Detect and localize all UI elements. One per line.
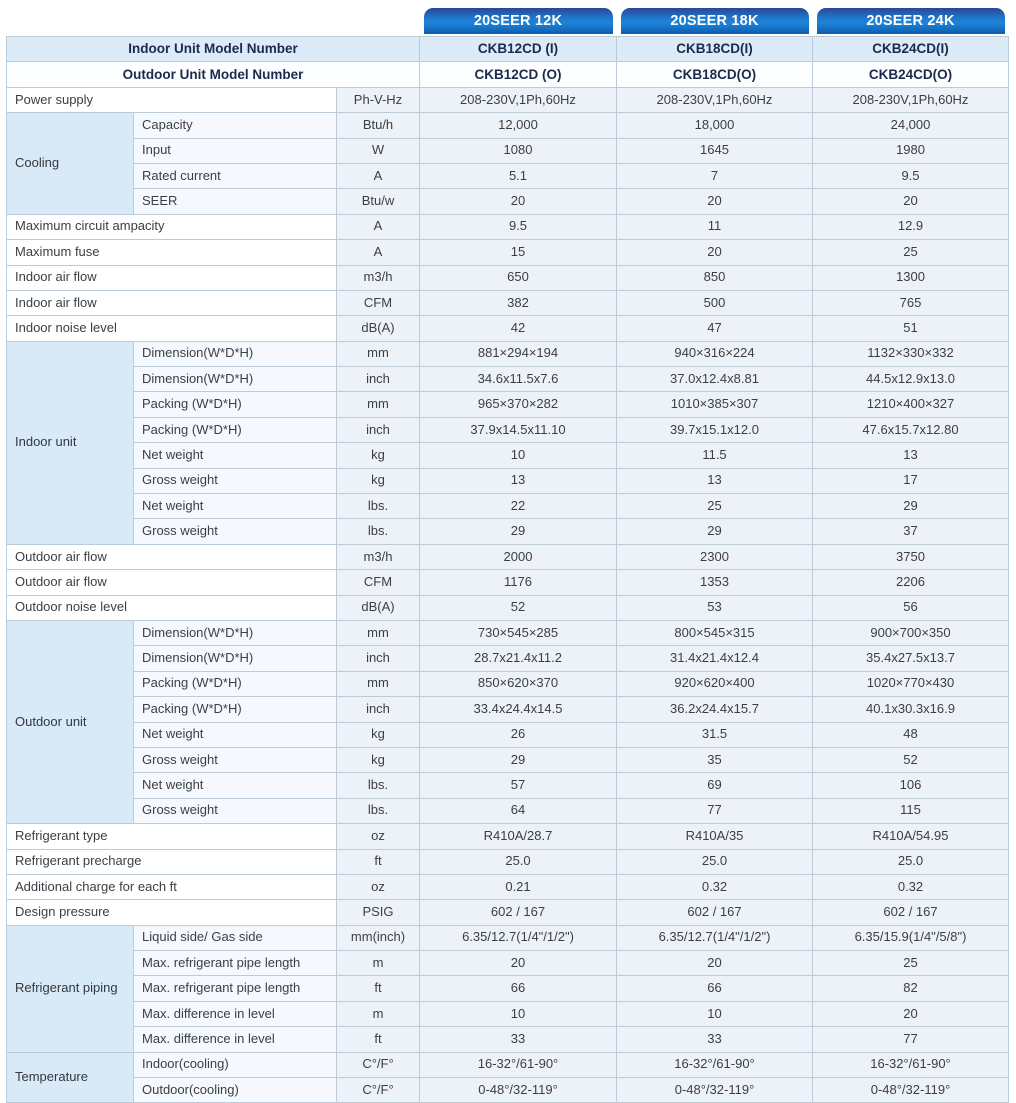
value-cell: 24,000: [813, 113, 1009, 138]
unit-cell: mm: [337, 392, 420, 417]
row-label: Packing (W*D*H): [134, 417, 337, 442]
value-cell: 11: [617, 214, 813, 239]
unit-cell: C°/F°: [337, 1078, 420, 1103]
spec-row: [7, 874, 1009, 899]
spec-row: [7, 265, 1009, 290]
product-tab-cell: [420, 8, 617, 37]
group-label: Temperature: [7, 1052, 134, 1103]
value-cell: 965×370×282: [420, 392, 617, 417]
unit-cell: ft: [337, 976, 420, 1001]
row-label: Indoor(cooling): [134, 1052, 337, 1077]
row-label: Packing (W*D*H): [134, 392, 337, 417]
value-cell: 765: [813, 290, 1009, 315]
row-label: Indoor air flow: [7, 265, 337, 290]
value-cell: 52: [420, 595, 617, 620]
value-cell: 1353: [617, 570, 813, 595]
row-label: Dimension(W*D*H): [134, 620, 337, 645]
unit-cell: m: [337, 1001, 420, 1026]
value-cell: 22: [420, 494, 617, 519]
spec-row: [7, 976, 1009, 1001]
spec-row: [7, 367, 1009, 392]
value-cell: 37: [813, 519, 1009, 544]
spec-row: [7, 163, 1009, 188]
value-cell: 53: [617, 595, 813, 620]
spec-row: [7, 189, 1009, 214]
unit-cell: lbs.: [337, 519, 420, 544]
spec-row: [7, 849, 1009, 874]
unit-cell: Ph-V-Hz: [337, 87, 420, 112]
row-label: Rated current: [134, 163, 337, 188]
value-cell: 40.1x30.3x16.9: [813, 697, 1009, 722]
spec-row: [7, 900, 1009, 925]
unit-cell: dB(A): [337, 316, 420, 341]
value-cell: 1080: [420, 138, 617, 163]
spec-row: [7, 519, 1009, 544]
spec-table: [6, 8, 1009, 1103]
row-label: Max. difference in level: [134, 1027, 337, 1052]
spec-row: [7, 468, 1009, 493]
spec-row: [7, 417, 1009, 442]
row-label: Gross weight: [134, 747, 337, 772]
model-row: [7, 62, 1009, 87]
value-cell: 382: [420, 290, 617, 315]
spec-row: [7, 443, 1009, 468]
row-label: Outdoor air flow: [7, 570, 337, 595]
spec-row: [7, 290, 1009, 315]
tab-row-spacer: [7, 8, 420, 37]
value-cell: 66: [617, 976, 813, 1001]
value-cell: 35: [617, 747, 813, 772]
value-cell: 16-32°/61-90°: [420, 1052, 617, 1077]
value-cell: 15: [420, 240, 617, 265]
unit-cell: m3/h: [337, 265, 420, 290]
unit-cell: m3/h: [337, 544, 420, 569]
value-cell: 20: [617, 240, 813, 265]
row-label: Max. refrigerant pipe length: [134, 951, 337, 976]
unit-cell: ft: [337, 1027, 420, 1052]
value-cell: 2000: [420, 544, 617, 569]
spec-row: [7, 87, 1009, 112]
value-cell: 6.35/12.7(1/4"/1/2"): [617, 925, 813, 950]
value-cell: 20: [420, 189, 617, 214]
row-label: Dimension(W*D*H): [134, 367, 337, 392]
row-label: Maximum circuit ampacity: [7, 214, 337, 239]
value-cell: 34.6x11.5x7.6: [420, 367, 617, 392]
value-cell: 1300: [813, 265, 1009, 290]
value-cell: 13: [617, 468, 813, 493]
value-cell: 650: [420, 265, 617, 290]
row-label: Liquid side/ Gas side: [134, 925, 337, 950]
spec-row: [7, 341, 1009, 366]
row-label: Indoor noise level: [7, 316, 337, 341]
value-cell: 0.32: [617, 874, 813, 899]
value-cell: 602 / 167: [617, 900, 813, 925]
unit-cell: lbs.: [337, 798, 420, 823]
value-cell: 51: [813, 316, 1009, 341]
value-cell: 850: [617, 265, 813, 290]
value-cell: 602 / 167: [813, 900, 1009, 925]
unit-cell: CFM: [337, 570, 420, 595]
value-cell: 82: [813, 976, 1009, 1001]
value-cell: 940×316×224: [617, 341, 813, 366]
value-cell: 16-32°/61-90°: [813, 1052, 1009, 1077]
value-cell: 10: [420, 1001, 617, 1026]
row-label: SEER: [134, 189, 337, 214]
model-value: CKB24CD(O): [813, 62, 1009, 87]
unit-cell: inch: [337, 697, 420, 722]
row-label: Net weight: [134, 773, 337, 798]
spec-row: [7, 697, 1009, 722]
value-cell: 56: [813, 595, 1009, 620]
unit-cell: C°/F°: [337, 1052, 420, 1077]
row-label: Net weight: [134, 443, 337, 468]
value-cell: R410A/28.7: [420, 824, 617, 849]
row-label: Refrigerant type: [7, 824, 337, 849]
value-cell: 25.0: [813, 849, 1009, 874]
unit-cell: Btu/w: [337, 189, 420, 214]
value-cell: 33: [420, 1027, 617, 1052]
unit-cell: A: [337, 240, 420, 265]
value-cell: 26: [420, 722, 617, 747]
value-cell: 730×545×285: [420, 620, 617, 645]
unit-cell: inch: [337, 646, 420, 671]
unit-cell: kg: [337, 747, 420, 772]
unit-cell: lbs.: [337, 773, 420, 798]
product-tab-2: 20SEER 24K: [817, 8, 1005, 34]
unit-cell: inch: [337, 417, 420, 442]
value-cell: 39.7x15.1x12.0: [617, 417, 813, 442]
spec-row: [7, 1001, 1009, 1026]
unit-cell: kg: [337, 722, 420, 747]
row-label: Design pressure: [7, 900, 337, 925]
spec-row: [7, 544, 1009, 569]
value-cell: 77: [617, 798, 813, 823]
group-label: Outdoor unit: [7, 620, 134, 823]
value-cell: 13: [813, 443, 1009, 468]
unit-cell: oz: [337, 824, 420, 849]
row-label: Packing (W*D*H): [134, 671, 337, 696]
value-cell: 1176: [420, 570, 617, 595]
spec-row: [7, 214, 1009, 239]
value-cell: 37.0x12.4x8.81: [617, 367, 813, 392]
value-cell: 208-230V,1Ph,60Hz: [617, 87, 813, 112]
unit-cell: mm: [337, 671, 420, 696]
value-cell: 48: [813, 722, 1009, 747]
group-label: Indoor unit: [7, 341, 134, 544]
value-cell: 25: [813, 951, 1009, 976]
unit-cell: PSIG: [337, 900, 420, 925]
value-cell: 77: [813, 1027, 1009, 1052]
value-cell: 0.32: [813, 874, 1009, 899]
value-cell: 1980: [813, 138, 1009, 163]
model-value: CKB18CD(O): [617, 62, 813, 87]
value-cell: 25: [617, 494, 813, 519]
value-cell: 3750: [813, 544, 1009, 569]
spec-row: [7, 646, 1009, 671]
row-label: Outdoor noise level: [7, 595, 337, 620]
product-tab-cell: [813, 8, 1009, 37]
unit-cell: lbs.: [337, 494, 420, 519]
unit-cell: mm: [337, 620, 420, 645]
value-cell: 1020×770×430: [813, 671, 1009, 696]
row-label: Outdoor(cooling): [134, 1078, 337, 1103]
unit-cell: A: [337, 214, 420, 239]
spec-row: [7, 494, 1009, 519]
value-cell: 920×620×400: [617, 671, 813, 696]
spec-row: [7, 1027, 1009, 1052]
value-cell: 6.35/15.9(1/4"/5/8"): [813, 925, 1009, 950]
group-label: Refrigerant piping: [7, 925, 134, 1052]
value-cell: 25.0: [617, 849, 813, 874]
spec-row: [7, 951, 1009, 976]
spec-table-body: [7, 8, 1009, 1103]
unit-cell: oz: [337, 874, 420, 899]
value-cell: R410A/35: [617, 824, 813, 849]
value-cell: 9.5: [420, 214, 617, 239]
row-label: Packing (W*D*H): [134, 697, 337, 722]
value-cell: 66: [420, 976, 617, 1001]
spec-row: [7, 671, 1009, 696]
value-cell: 20: [617, 951, 813, 976]
spec-row: [7, 138, 1009, 163]
model-value: CKB12CD (I): [420, 37, 617, 62]
value-cell: 800×545×315: [617, 620, 813, 645]
unit-cell: dB(A): [337, 595, 420, 620]
unit-cell: mm: [337, 341, 420, 366]
spec-row: [7, 1078, 1009, 1103]
value-cell: 1210×400×327: [813, 392, 1009, 417]
value-cell: 7: [617, 163, 813, 188]
value-cell: 6.35/12.7(1/4"/1/2"): [420, 925, 617, 950]
spec-row: [7, 773, 1009, 798]
product-tab-0: 20SEER 12K: [424, 8, 613, 34]
value-cell: 602 / 167: [420, 900, 617, 925]
value-cell: 13: [420, 468, 617, 493]
value-cell: 29: [813, 494, 1009, 519]
model-value: CKB24CD(I): [813, 37, 1009, 62]
value-cell: 1132×330×332: [813, 341, 1009, 366]
spec-row: [7, 747, 1009, 772]
row-label: Power supply: [7, 87, 337, 112]
spec-row: [7, 1052, 1009, 1077]
spec-row: [7, 570, 1009, 595]
value-cell: 0-48°/32-119°: [420, 1078, 617, 1103]
row-label: Outdoor air flow: [7, 544, 337, 569]
group-label: Cooling: [7, 113, 134, 215]
unit-cell: A: [337, 163, 420, 188]
value-cell: 44.5x12.9x13.0: [813, 367, 1009, 392]
spec-row: [7, 392, 1009, 417]
model-row: [7, 37, 1009, 62]
spec-row: [7, 595, 1009, 620]
row-label: Gross weight: [134, 798, 337, 823]
value-cell: 5.1: [420, 163, 617, 188]
row-label: Gross weight: [134, 468, 337, 493]
value-cell: 18,000: [617, 113, 813, 138]
value-cell: 115: [813, 798, 1009, 823]
unit-cell: mm(inch): [337, 925, 420, 950]
value-cell: 12.9: [813, 214, 1009, 239]
value-cell: 10: [420, 443, 617, 468]
row-label: Refrigerant precharge: [7, 849, 337, 874]
value-cell: 57: [420, 773, 617, 798]
value-cell: 64: [420, 798, 617, 823]
value-cell: 500: [617, 290, 813, 315]
value-cell: 881×294×194: [420, 341, 617, 366]
unit-cell: inch: [337, 367, 420, 392]
unit-cell: CFM: [337, 290, 420, 315]
value-cell: 2300: [617, 544, 813, 569]
spec-row: [7, 798, 1009, 823]
row-label: Input: [134, 138, 337, 163]
value-cell: 1645: [617, 138, 813, 163]
value-cell: 29: [420, 519, 617, 544]
unit-cell: Btu/h: [337, 113, 420, 138]
unit-cell: m: [337, 951, 420, 976]
unit-cell: kg: [337, 443, 420, 468]
value-cell: 11.5: [617, 443, 813, 468]
value-cell: 0.21: [420, 874, 617, 899]
spec-row: [7, 240, 1009, 265]
unit-cell: ft: [337, 849, 420, 874]
value-cell: R410A/54.95: [813, 824, 1009, 849]
value-cell: 28.7x21.4x11.2: [420, 646, 617, 671]
product-tab-1: 20SEER 18K: [621, 8, 809, 34]
value-cell: 850×620×370: [420, 671, 617, 696]
value-cell: 20: [813, 189, 1009, 214]
value-cell: 0-48°/32-119°: [813, 1078, 1009, 1103]
value-cell: 16-32°/61-90°: [617, 1052, 813, 1077]
row-label: Additional charge for each ft: [7, 874, 337, 899]
row-label: Net weight: [134, 494, 337, 519]
value-cell: 2206: [813, 570, 1009, 595]
value-cell: 35.4x27.5x13.7: [813, 646, 1009, 671]
value-cell: 37.9x14.5x11.10: [420, 417, 617, 442]
row-label: Capacity: [134, 113, 337, 138]
value-cell: 33: [617, 1027, 813, 1052]
row-label: Gross weight: [134, 519, 337, 544]
value-cell: 17: [813, 468, 1009, 493]
value-cell: 900×700×350: [813, 620, 1009, 645]
value-cell: 1010×385×307: [617, 392, 813, 417]
model-row-label: Indoor Unit Model Number: [7, 37, 420, 62]
value-cell: 9.5: [813, 163, 1009, 188]
row-label: Indoor air flow: [7, 290, 337, 315]
value-cell: 208-230V,1Ph,60Hz: [813, 87, 1009, 112]
value-cell: 20: [617, 189, 813, 214]
row-label: Dimension(W*D*H): [134, 646, 337, 671]
value-cell: 69: [617, 773, 813, 798]
spec-row: [7, 925, 1009, 950]
value-cell: 36.2x24.4x15.7: [617, 697, 813, 722]
unit-cell: kg: [337, 468, 420, 493]
value-cell: 31.4x21.4x12.4: [617, 646, 813, 671]
spec-row: [7, 316, 1009, 341]
product-tab-cell: [617, 8, 813, 37]
value-cell: 20: [420, 951, 617, 976]
unit-cell: W: [337, 138, 420, 163]
value-cell: 12,000: [420, 113, 617, 138]
row-label: Maximum fuse: [7, 240, 337, 265]
value-cell: 0-48°/32-119°: [617, 1078, 813, 1103]
spec-row: [7, 824, 1009, 849]
value-cell: 29: [617, 519, 813, 544]
value-cell: 52: [813, 747, 1009, 772]
spec-row: [7, 113, 1009, 138]
row-label: Dimension(W*D*H): [134, 341, 337, 366]
product-tab-row: [7, 8, 1009, 37]
value-cell: 29: [420, 747, 617, 772]
model-row-label: Outdoor Unit Model Number: [7, 62, 420, 87]
value-cell: 31.5: [617, 722, 813, 747]
spec-row: [7, 722, 1009, 747]
row-label: Net weight: [134, 722, 337, 747]
value-cell: 42: [420, 316, 617, 341]
spec-row: [7, 620, 1009, 645]
model-value: CKB18CD(I): [617, 37, 813, 62]
row-label: Max. refrigerant pipe length: [134, 976, 337, 1001]
value-cell: 10: [617, 1001, 813, 1026]
value-cell: 33.4x24.4x14.5: [420, 697, 617, 722]
value-cell: 47.6x15.7x12.80: [813, 417, 1009, 442]
value-cell: 20: [813, 1001, 1009, 1026]
value-cell: 25.0: [420, 849, 617, 874]
value-cell: 47: [617, 316, 813, 341]
row-label: Max. difference in level: [134, 1001, 337, 1026]
value-cell: 25: [813, 240, 1009, 265]
value-cell: 208-230V,1Ph,60Hz: [420, 87, 617, 112]
model-value: CKB12CD (O): [420, 62, 617, 87]
value-cell: 106: [813, 773, 1009, 798]
